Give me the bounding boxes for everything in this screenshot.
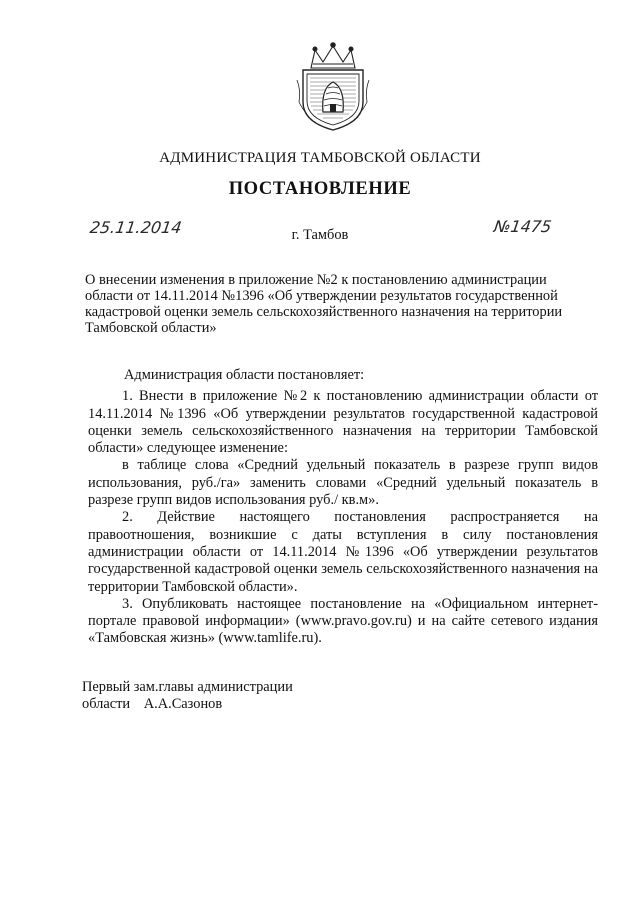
document-type-heading: ПОСТАНОВЛЕНИЕ [228, 179, 412, 199]
issuing-authority: АДМИНИСТРАЦИЯ ТАМБОВСКОЙ ОБЛАСТИ [159, 150, 481, 166]
clause-1: 1. Внести в приложение №2 к постановлению администрации области от 14.11.2014 №1396 «Об утверждении результатов государственной кадастровой оценки земель сельскохозяйственного назначения на территории Тамбовской области» следующее изменение: [88, 388, 598, 457]
document-body [88, 367, 598, 648]
document-city: г. Тамбов [291, 227, 349, 243]
signature-block [82, 679, 293, 713]
signatory-title-line1: Первый зам.главы администрации [82, 679, 293, 695]
clause-3: 3. Опубликовать настоящее постановление на «Официальном интернет-портале правовой информации» (www.pravo.gov.ru) и на сайте сетевого издания «Тамбовская жизнь» (www.tamlife.ru). [88, 595, 598, 647]
document-number: №1475 [492, 217, 553, 236]
document-subject: О внесении изменения в приложение №2 к постановлению администрации области от 14.11.2014 №1396 «Об утверждении результатов государственной кадастровой оценки земель сельскохозяйственного назначения на территории Тамбовской области» [85, 272, 563, 336]
signatory-title-line2: области [82, 696, 131, 712]
tambov-coat-of-arms-icon [293, 40, 373, 132]
document-date: 25.11.2014 [88, 218, 183, 237]
preamble: Администрация области постановляет: [124, 367, 365, 383]
signatory-name: А.А.Сазонов [143, 696, 223, 712]
clause-2: 2. Действие настоящего постановления распространяется на правоотношения, возникшие с даты вступления в силу постановления администрации области от 14.11.2014 №1396 «Об утверждении результатов государственной кадастровой оценки земель сельскохозяйственного назначения на территории Тамбовской области». [88, 509, 598, 595]
clause-1-detail: в таблице слова «Средний удельный показатель в разрезе групп видов использования, руб./га» заменить словами «Средний удельный показатель в разрезе групп видов использования руб./ кв.м». [88, 457, 598, 509]
